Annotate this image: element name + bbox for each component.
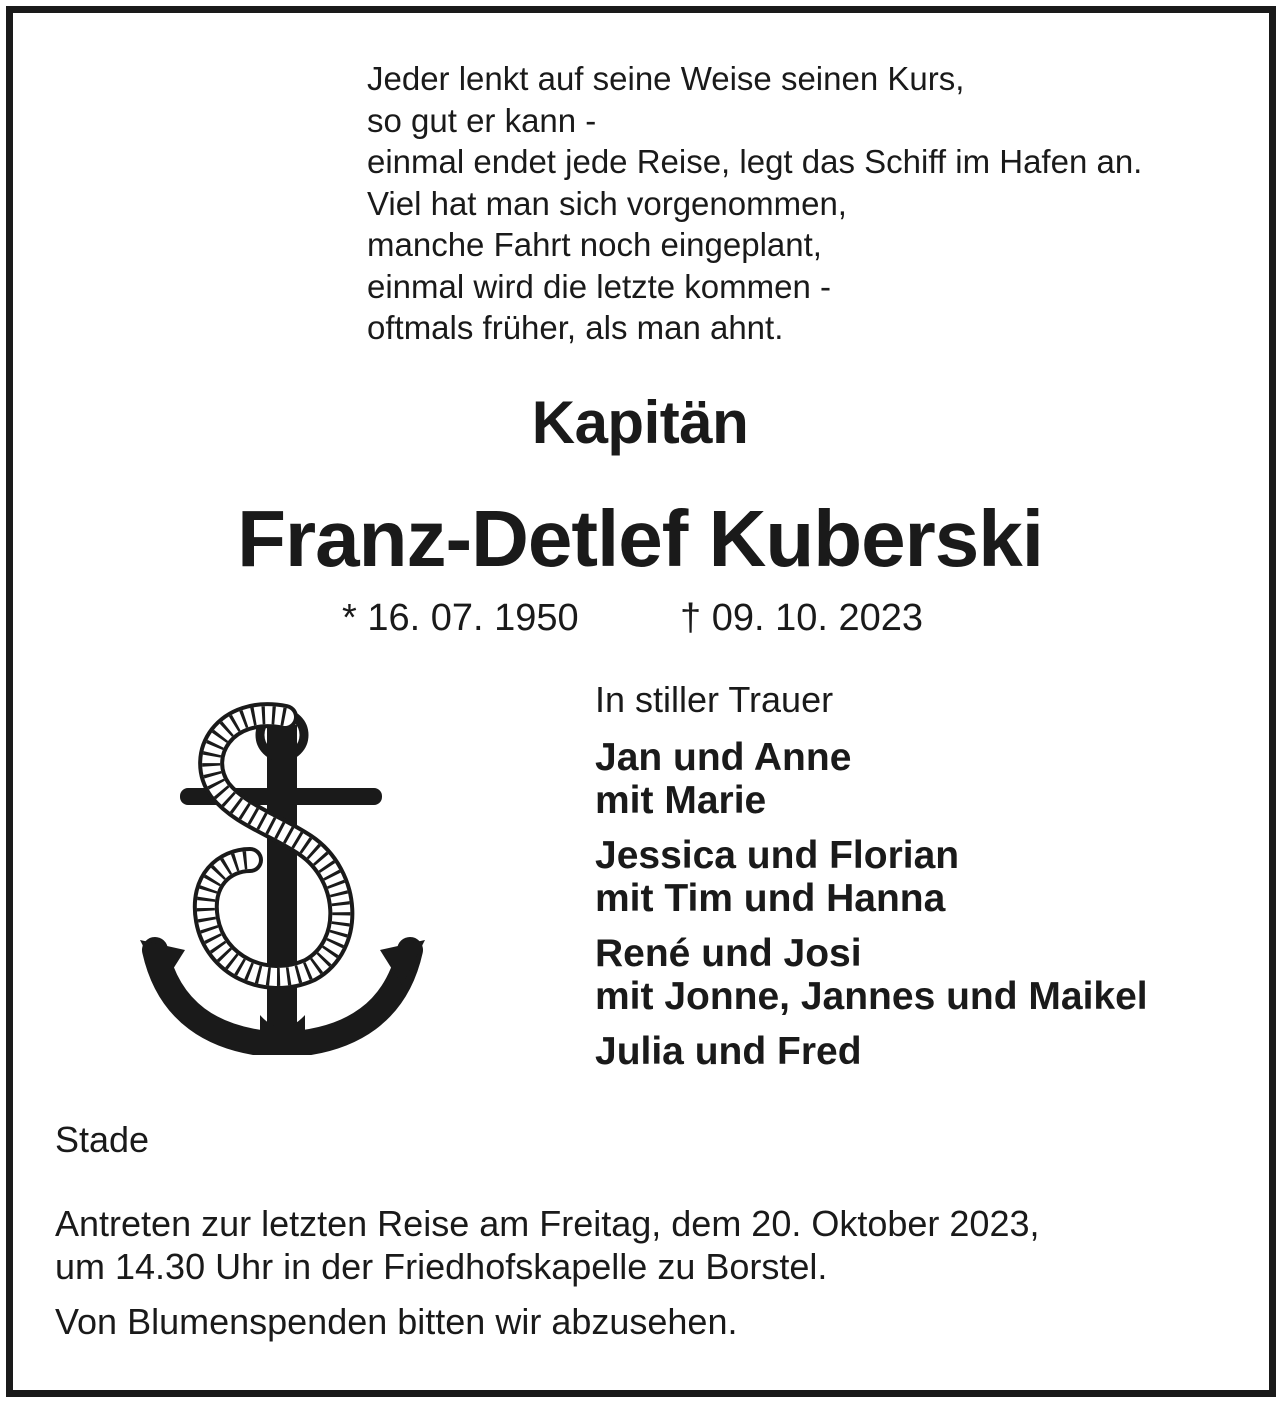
family-entry [595,1030,1148,1073]
family-children: mit Marie [595,779,767,822]
family-names: Julia und Fred [595,1030,862,1073]
mourners-intro: In stiller Trauer [595,679,834,720]
poem-line: so gut er kann - [367,101,597,139]
mourners-block [595,678,1148,1085]
deceased-title: Kapitän [531,389,749,456]
poem-line: manche Fahrt noch eingeplant, [367,226,822,263]
family-names: Jan und Anne [595,736,852,779]
death-date: † 09. 10. 2023 [680,597,923,639]
service-line: Antreten zur letzten Reise am Freitag, dem 20. Oktober 2023, [55,1203,1040,1244]
service-info [55,1202,1040,1288]
family-names: Jessica und Florian [595,834,960,877]
poem-line: Jeder lenkt auf seine Weise seinen Kurs, [367,60,965,97]
family-names: René und Josi [595,932,862,975]
deceased-name: Franz-Detlef Kuberski [237,494,1043,583]
family-children: mit Tim und Hanna [595,877,946,920]
poem-line: Viel hat man sich vorgenommen, [367,184,847,222]
family-entry [595,736,1148,822]
place-name: Stade [55,1119,150,1160]
birth-date: * 16. 07. 1950 [342,597,579,639]
poem-line: einmal wird die letzte kommen - [367,267,831,305]
poem-line: oftmals früher, als man ahnt. [367,309,784,346]
poem [367,58,1142,349]
family-children: mit Jonne, Jannes und Maikel [595,975,1148,1018]
poem-line: einmal endet jede Reise, legt das Schiff im Hafen an. [367,143,1143,180]
family-entry [595,932,1148,1018]
service-line: um 14.30 Uhr in der Friedhofskapelle zu Borstel. [55,1246,828,1287]
flowers-note: Von Blumenspenden bitten wir abzusehen. [55,1301,738,1342]
anchor-with-rope-icon [135,695,430,1055]
family-entry [595,834,1148,920]
